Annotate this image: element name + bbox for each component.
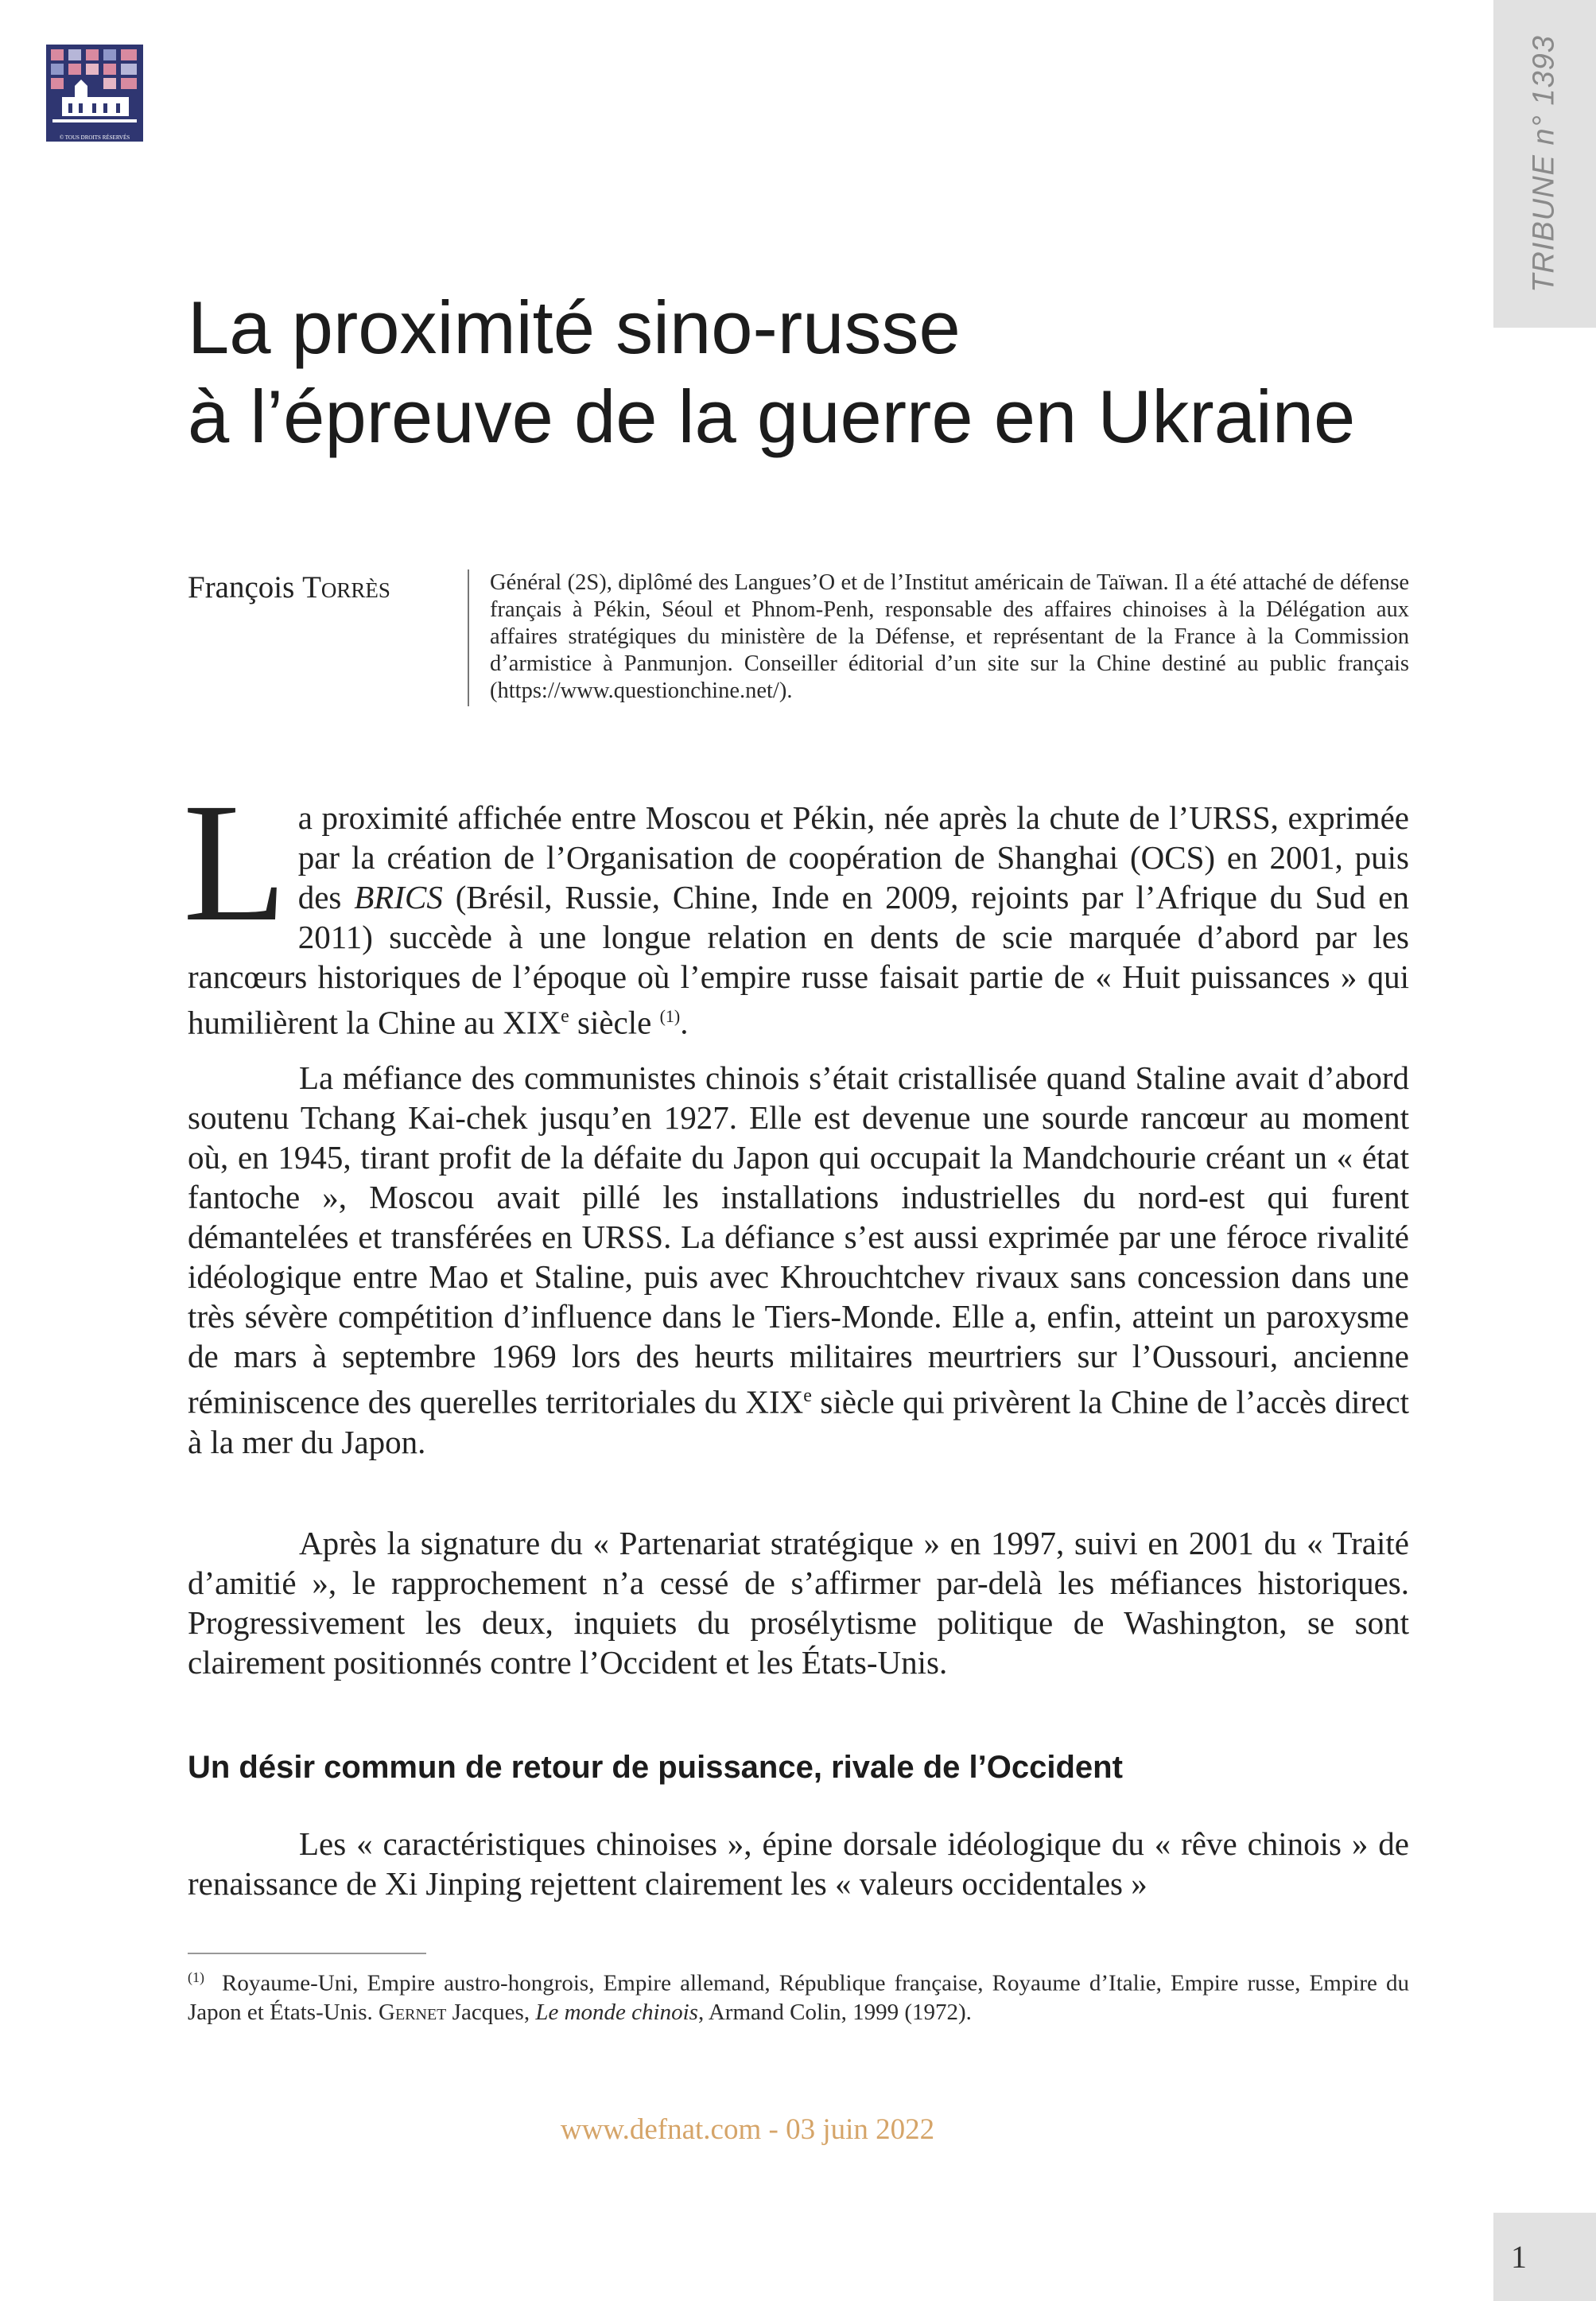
title-line-2: à l’épreuve de la guerre en Ukraine bbox=[188, 375, 1356, 458]
footnote-mark: (1) bbox=[188, 1969, 204, 1985]
author-bio: Général (2S), diplômé des Langues’O et de l’Institut américain de Taïwan. Il a été attaché de défense français à Pékin, Séoul et Phnom-Penh, responsable des affaires chinoises à la Délégation aux affaires stratégiques du ministère de la Défense, et représentant de la France à la Commission d’armistice à Panmunjon. Conseiller éditorial d’un site sur la Chine destiné au public français (https://www.questionchine.net/). bbox=[490, 570, 1409, 703]
paragraph-4: Les « caractéristiques chinoises », épine dorsale idéologique du « rêve chinois » de renaissance de Xi Jinping rejettent clairement les « valeurs occidentales » bbox=[188, 1825, 1409, 1902]
book-title: Le monde chinois bbox=[535, 1999, 698, 2025]
logo-caption: © TOUS DROITS RÉSERVÉS bbox=[59, 134, 130, 141]
title-line-1: La proximité sino-russe bbox=[188, 286, 961, 369]
author-last-name: Torrès bbox=[302, 570, 390, 604]
brics-term: BRICS bbox=[354, 879, 443, 915]
article-title bbox=[188, 283, 1428, 461]
tribune-tab bbox=[1493, 0, 1596, 328]
author-name bbox=[188, 569, 390, 605]
author-divider bbox=[468, 569, 469, 706]
author-first-name: François bbox=[188, 570, 295, 604]
paragraph-2: La méfiance des communistes chinois s’était cristallisée quand Staline avait d’abord soutenu Tchang Kai-chek jusqu’en 1927. Elle est devenue une sourde rancœur au moment où, en 1945, tirant profit de la défaite du Japon qui occupait la Mandchourie créant un « état fantoche », Moscou avait pillé les installations industrielles du nord-est qui furent démantelées et transférées en URSS. La défiance s’est aussi exprimée par une féroce rivalité idéologique entre Mao et Staline, puis avec Khrouchtchev rivaux sans concession dans une très sévère compétition d’influence dans le Tiers-Monde. Elle a, enfin, atteint un paroxysme de mars à septembre 1969 lors des heurts militaires meurtriers sur l’Oussouri, ancienne réminiscence des querelles territoriales du XIXe siècle qui privèrent la Chine de l’accès direct à la mer du Japon. bbox=[188, 1059, 1409, 1460]
paragraph-1: La proximité affichée entre Moscou et Pékin, née après la chute de l’URSS, exprimée par la création de l’Organisation de coopération de Shanghai (OCS) en 2001, puis des BRICS (Brésil, Russie, Chine, Inde en 2009, rejoints par l’Afrique du Sud en 2011) succède à une longue relation en dents de scie marquée d’abord par les rancœurs historiques de l’époque où l’empire russe faisait partie de « Huit puissances » qui humilièrent la Chine au XIXe siècle $^{(1)}$. bbox=[183, 768, 1409, 1041]
footnote-divider bbox=[188, 1953, 426, 1954]
footnote-ref-1[interactable]: (1) bbox=[659, 1006, 681, 1026]
paragraph-3: Après la signature du « Partenariat stratégique » en 1997, suivi en 2001 du « Traité d’amitié », le rapprochement n’a cessé de s’affirmer par-delà les méfiances historiques. Progressivement les deux, inquiets du prosélytisme politique de Washington, se sont clairement positionnés contre l’Occident et les États-Unis. bbox=[188, 1525, 1409, 1681]
footnote-1: $^{(1)}$ Royaume-Uni, Empire austro-hongrois, Empire allemand, République française, Royaume d’Italie, Empire russe, Empire du Japon et États-Unis. Gernet Jacques, Le monde chinois, Armand Colin, 1999 (1972). bbox=[188, 1969, 1409, 2025]
tribune-number: TRIBUNE n° 1393 bbox=[1527, 35, 1561, 293]
section-heading: Un désir commun de retour de puissance, rivale de l’Occident bbox=[188, 1750, 1123, 1785]
page-number-tab bbox=[1493, 2213, 1596, 2301]
page-number: 1 bbox=[1511, 2239, 1527, 2275]
publisher-logo bbox=[46, 45, 143, 142]
logo-building-icon bbox=[46, 45, 143, 142]
drop-cap: L bbox=[183, 768, 287, 957]
footer-url-date[interactable]: www.defnat.com - 03 juin 2022 bbox=[560, 2113, 935, 2146]
